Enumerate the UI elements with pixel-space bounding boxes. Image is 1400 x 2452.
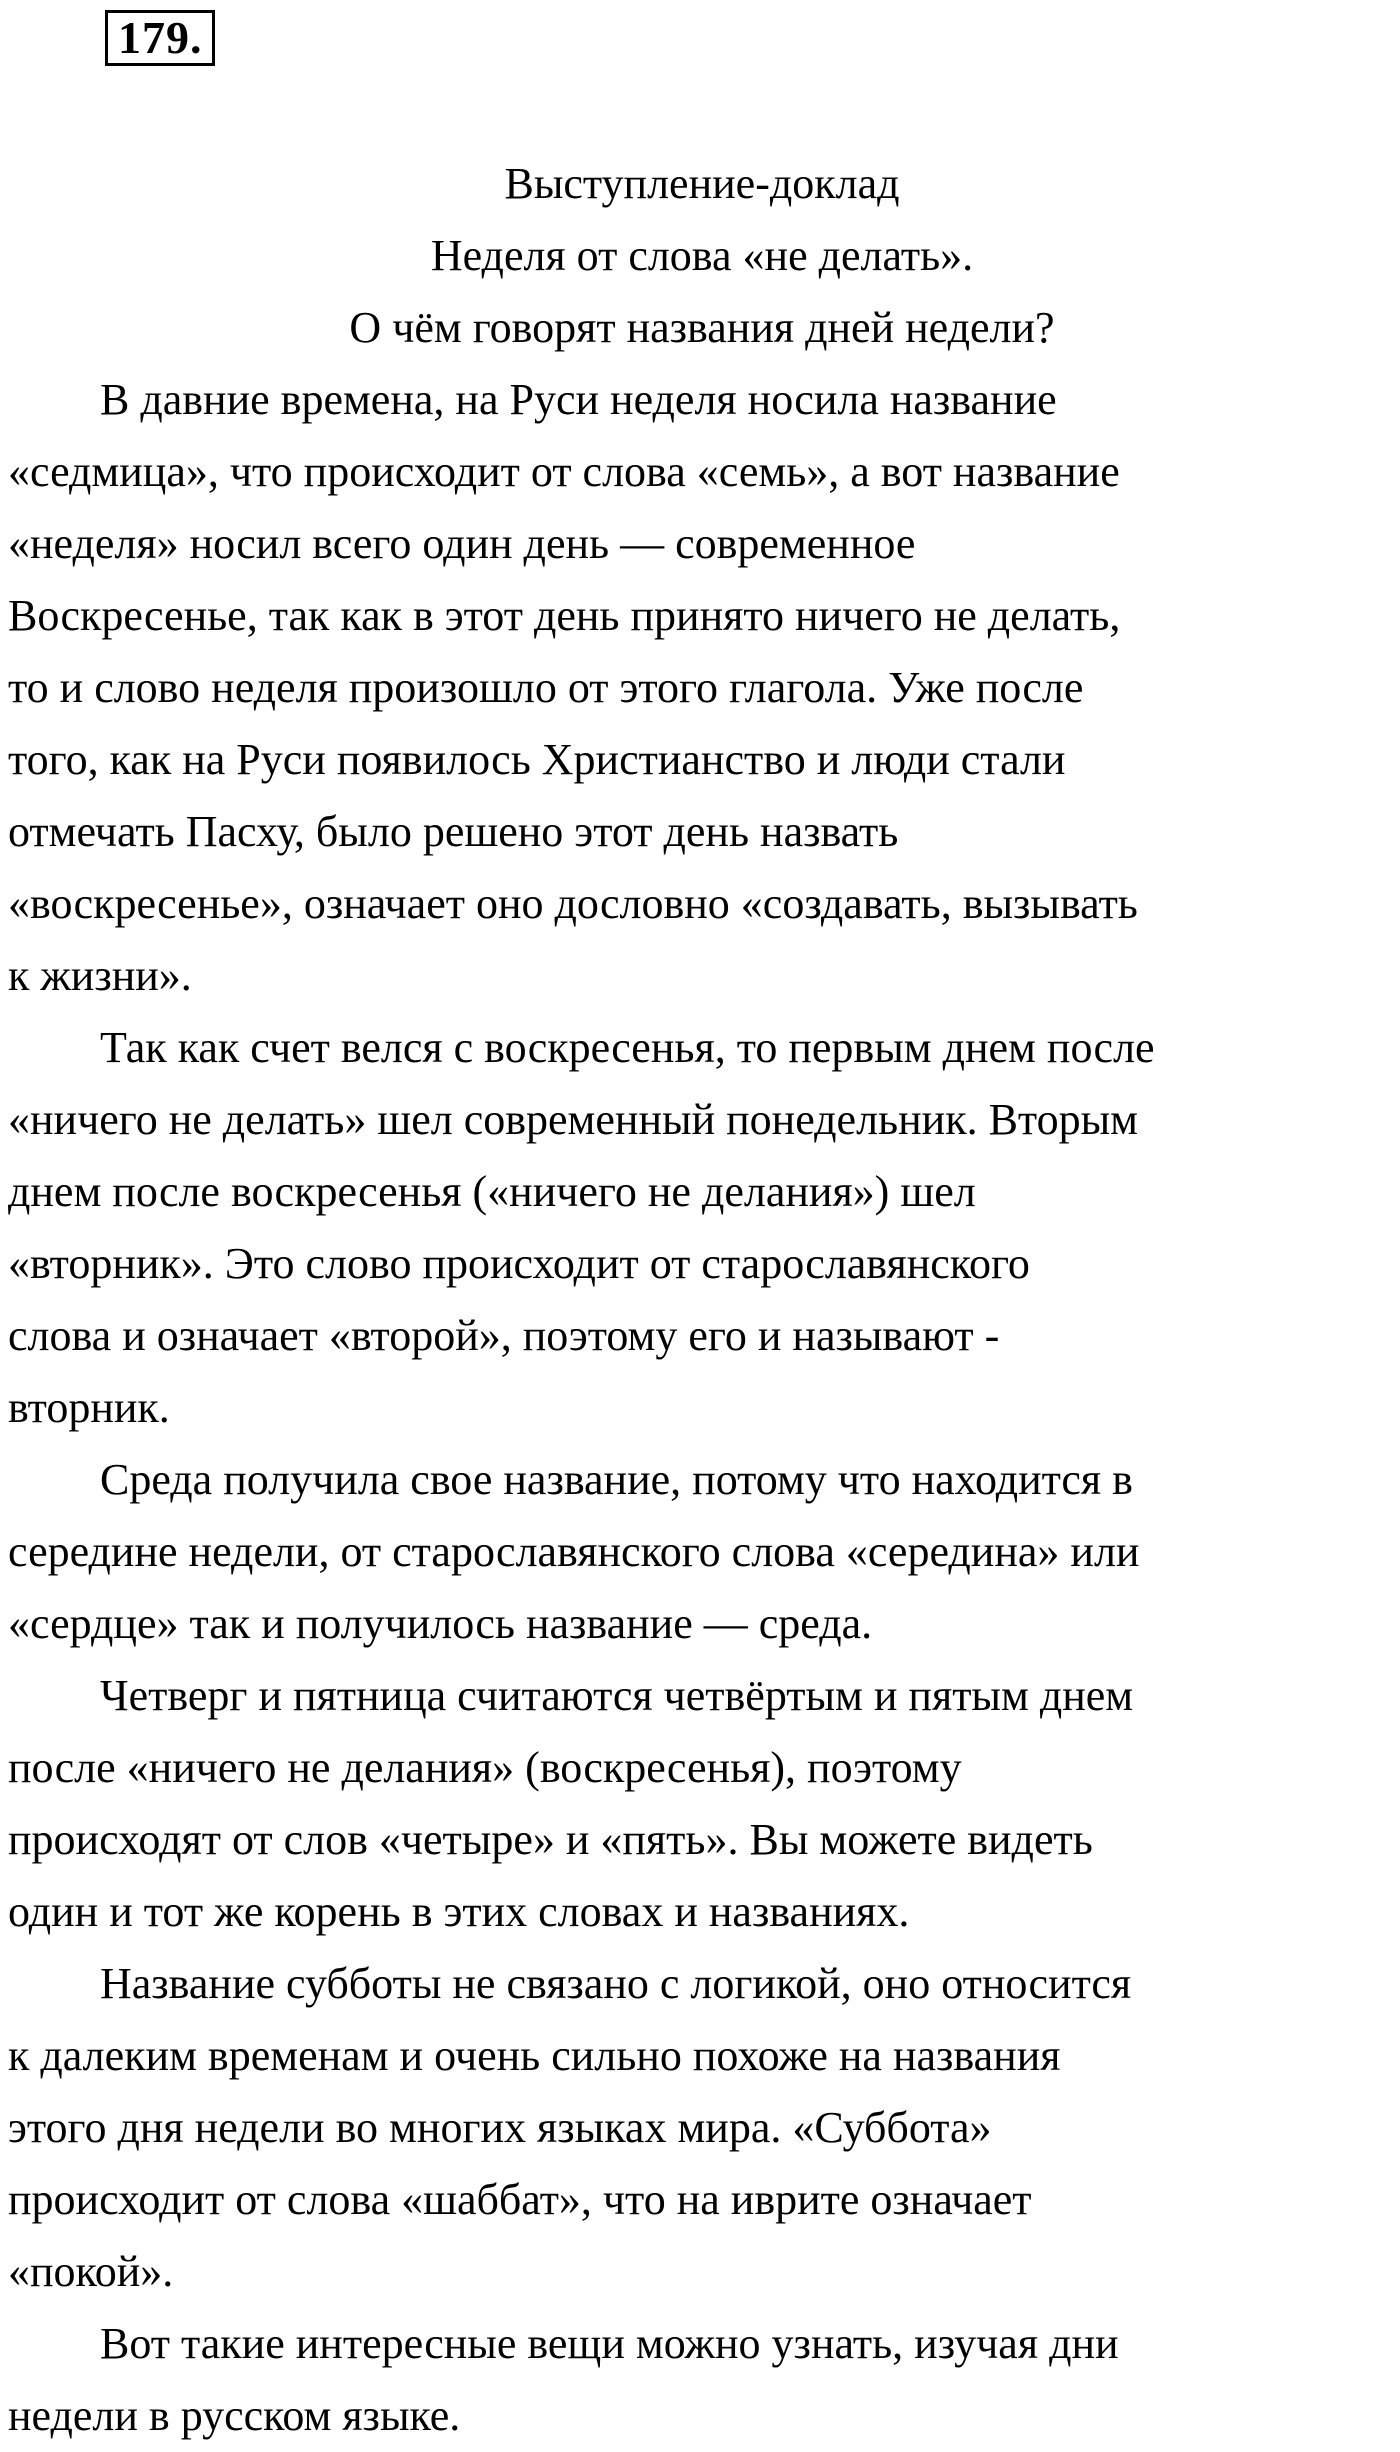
text-line: недели в русском языке. [8, 2391, 461, 2440]
report-title: Неделя от слова «не делать». [430, 231, 974, 280]
text-line: Четверг и пятница считаются четвёртым и пятым днем [100, 1671, 1134, 1720]
text-line: Так как счет велся с воскресенья, то первым днем после [100, 1023, 1155, 1072]
text-line: днем после воскресенья («ничего не делания») шел [8, 1167, 976, 1216]
text-line: «воскресенье», означает оно дословно «создавать, вызывать [8, 879, 1138, 928]
text-line: «седмица», что происходит от слова «семь», а вот название [8, 447, 1120, 496]
text-line: то и слово неделя произошло от этого глагола. Уже после [8, 663, 1084, 712]
text-line: один и тот же корень в этих словах и названиях. [8, 1887, 910, 1936]
paragraph-sunday [8, 364, 1396, 1012]
text-line: после «ничего не делания» (воскресенья), поэтому [8, 1743, 962, 1792]
text-line: «покой». [8, 2247, 174, 2296]
text-line: «вторник». Это слово происходит от старославянского [8, 1239, 1030, 1288]
text-line: Название субботы не связано с логикой, оно относится [100, 1959, 1132, 2008]
text-line: к жизни». [8, 951, 192, 1000]
text-line: В давние времена, на Руси неделя носила название [100, 375, 1057, 424]
report-question: О чём говорят названия дней недели? [349, 303, 1055, 352]
paragraph-saturday [8, 1948, 1396, 2308]
text-line: «сердце» так и получилось название — среда. [8, 1599, 873, 1648]
text-line: того, как на Руси появилось Христианство и люди стали [8, 735, 1066, 784]
text-line: слова и означает «второй», поэтому его и называют - [8, 1311, 1000, 1360]
text-line: «неделя» носил всего один день — современное [8, 519, 916, 568]
text-line: Воскресенье, так как в этот день принято ничего не делать, [8, 591, 1121, 640]
text-line: середине недели, от старославянского слова «середина» или [8, 1527, 1140, 1576]
paragraph-wednesday [8, 1444, 1396, 1660]
paragraph-thursday-friday [8, 1660, 1396, 1948]
genre-heading: Выступление-доклад [504, 159, 900, 208]
paragraph-conclusion [8, 2308, 1396, 2452]
text-line: «ничего не делать» шел современный понедельник. Вторым [8, 1095, 1138, 1144]
task-number-badge: 179. [105, 10, 215, 66]
text-line: происходит от слова «шаббат», что на иврите означает [8, 2175, 1032, 2224]
text-line: вторник. [8, 1383, 170, 1432]
text-line: Вот такие интересные вещи можно узнать, изучая дни [100, 2319, 1119, 2368]
text-line: этого дня недели во многих языках мира. «Суббота» [8, 2103, 992, 2152]
text-line: Среда получила свое название, потому что находится в [100, 1455, 1133, 1504]
text-line: происходят от слов «четыре» и «пять». Вы можете видеть [8, 1815, 1093, 1864]
text-line: к далеким временам и очень сильно похоже на названия [8, 2031, 1061, 2080]
text-line: отмечать Пасху, было решено этот день назвать [8, 807, 899, 856]
paragraph-monday-tuesday [8, 1012, 1396, 1444]
document-body [8, 148, 1396, 2452]
